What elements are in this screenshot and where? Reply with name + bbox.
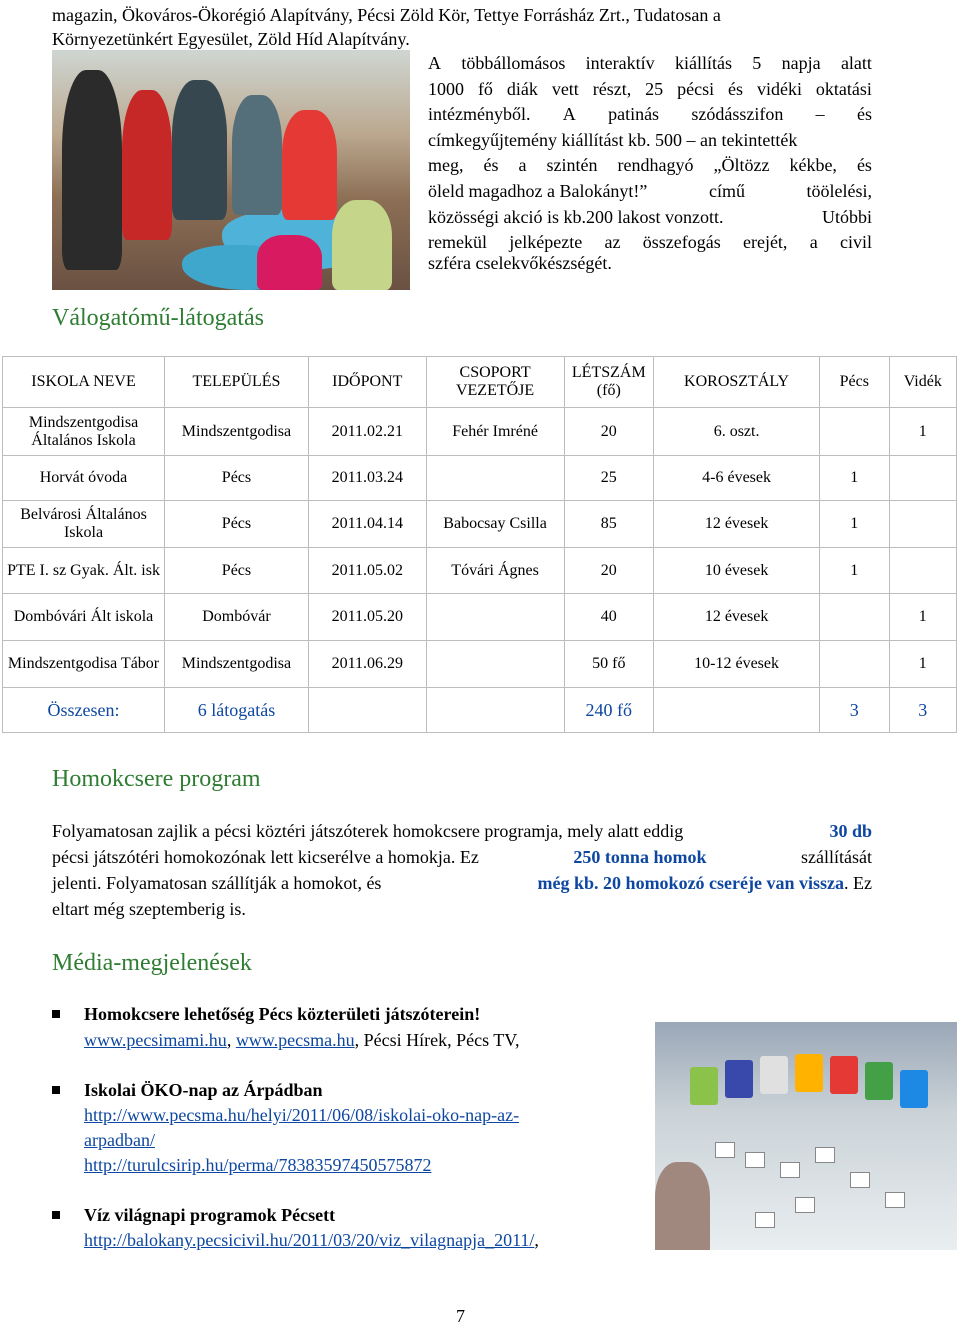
cell-school: Mindszentgodisa Általános Iskola bbox=[3, 408, 165, 456]
cell-date: 2011.05.02 bbox=[308, 548, 426, 594]
media-item-1-title: Homokcsere lehetőség Pécs közterületi játszóterein! bbox=[84, 1004, 481, 1024]
exhibit-line: 1000 fő diák vett részt, 25 pécsi és vidéki oktatási bbox=[428, 79, 872, 99]
exhibit-line: remekül jelképezte az összefogás erejét, a civil bbox=[428, 232, 872, 252]
cell-date: 2011.05.20 bbox=[308, 594, 426, 641]
cell-leader: Babocsay Csilla bbox=[426, 501, 564, 548]
cell-age: 12 évesek bbox=[654, 594, 820, 641]
col-pecs: Pécs bbox=[820, 357, 889, 408]
cell-pecs bbox=[820, 408, 889, 456]
table-row bbox=[3, 641, 957, 688]
sandbox-line-4: eltart még szeptemberig is. bbox=[52, 899, 246, 919]
visits-heading: Válogatómű-látogatás bbox=[52, 305, 264, 331]
table-header-row bbox=[3, 357, 957, 408]
cell-videk bbox=[889, 501, 956, 548]
cell-date: 2011.04.14 bbox=[308, 501, 426, 548]
pecsimami-link[interactable]: www.pecsimami.hu bbox=[84, 1030, 227, 1050]
media-item-3-title: Víz világnapi programok Pécsett bbox=[84, 1205, 336, 1225]
bullet-icon bbox=[52, 1010, 60, 1018]
exhibit-line: címkegyűjtemény kiállítást kb. 500 – an tekintették bbox=[428, 130, 798, 150]
col-videk: Vidék bbox=[889, 357, 956, 408]
table-row bbox=[3, 501, 957, 548]
cell-videk: 1 bbox=[889, 594, 956, 641]
table-row bbox=[3, 594, 957, 641]
cell-town: Pécs bbox=[165, 548, 309, 594]
sandbox-line-1: Folyamatosan zajlik a pécsi köztéri játszóterek homokcsere programja, mely alatt eddig 30 db bbox=[52, 821, 872, 841]
media-item-3-link: http://balokany.pecsicivil.hu/2011/03/20/viz_vilagnapja_2011/, bbox=[84, 1230, 539, 1250]
sandbox-line-3: jelenti. Folyamatosan szállítják a homokot, és még kb. 20 homokozó cseréje van vissza. Ez bbox=[52, 873, 872, 893]
turulcsirip-link[interactable]: http://turulcsirip.hu/perma/78383597450575872 bbox=[84, 1155, 432, 1175]
cell-videk bbox=[889, 456, 956, 501]
col-leader: CSOPORT VEZETŐJE bbox=[426, 357, 564, 408]
media-item-2-link-1-cont bbox=[84, 1129, 155, 1151]
col-date: IDŐPONT bbox=[308, 357, 426, 408]
col-town: TELEPÜLÉS bbox=[165, 357, 309, 408]
visits-table bbox=[2, 356, 957, 733]
cell-count: 20 bbox=[564, 548, 654, 594]
cell-school: PTE I. sz Gyak. Ált. isk bbox=[3, 548, 165, 594]
intro-line-1: magazin, Ökováros-Ökorégió Alapítvány, Pécsi Zöld Kör, Tettye Forrásház Zrt., Tudatosan a bbox=[52, 5, 721, 25]
cell-pecs: 1 bbox=[820, 501, 889, 548]
cell-school: Belvárosi Általános Iskola bbox=[3, 501, 165, 548]
table-row bbox=[3, 548, 957, 594]
exhibit-line: meg, és a szintén rendhagyó „Öltözz kékbe, és bbox=[428, 155, 872, 175]
media-item-2-title: Iskolai ÖKO-nap az Árpádban bbox=[84, 1080, 323, 1100]
exhibit-line: öleld magadhoz a Balokányt!” című töölelési, bbox=[428, 181, 872, 201]
cell-pecs bbox=[820, 641, 889, 688]
pecsma-oko-nap-link-cont[interactable]: arpadban/ bbox=[84, 1130, 155, 1150]
col-count: LÉTSZÁM (fő) bbox=[564, 357, 654, 408]
exhibit-line: intézményből. A patinás szódásszifon – és bbox=[428, 104, 872, 124]
cell-count: 40 bbox=[564, 594, 654, 641]
cell-age: 4-6 évesek bbox=[654, 456, 820, 501]
cell-date: 2011.03.24 bbox=[308, 456, 426, 501]
cell-count: 25 bbox=[564, 456, 654, 501]
cell-school: Mindszentgodisa Tábor bbox=[3, 641, 165, 688]
media-heading: Média-megjelenések bbox=[52, 950, 252, 976]
cell-age: 6. oszt. bbox=[654, 408, 820, 456]
media-item-1-links: www.pecsimami.hu, www.pecsma.hu, Pécsi Hírek, Pécs TV, bbox=[84, 1030, 520, 1050]
col-school: ISKOLA NEVE bbox=[3, 357, 165, 408]
cell-pecs bbox=[820, 594, 889, 641]
cell-age: 12 évesek bbox=[654, 501, 820, 548]
total-label: Összesen: bbox=[3, 688, 165, 733]
cell-videk bbox=[889, 548, 956, 594]
cell-town: Mindszentgodisa bbox=[165, 641, 309, 688]
cell-school: Dombóvári Ált iskola bbox=[3, 594, 165, 641]
cell-count: 20 bbox=[564, 408, 654, 456]
cell-date: 2011.02.21 bbox=[308, 408, 426, 456]
exhibit-line: A többállomásos interaktív kiállítás 5 napja alatt bbox=[428, 53, 872, 73]
total-visits: 6 látogatás bbox=[165, 688, 309, 733]
balokany-link[interactable]: http://balokany.pecsicivil.hu/2011/03/20/viz_vilagnapja_2011/ bbox=[84, 1230, 535, 1250]
intro-line-2: Környezetünkért Egyesület, Zöld Híd Alapítvány. bbox=[52, 29, 410, 49]
table-row bbox=[3, 456, 957, 501]
col-age: KOROSZTÁLY bbox=[654, 357, 820, 408]
cell-videk: 1 bbox=[889, 408, 956, 456]
cell-date: 2011.06.29 bbox=[308, 641, 426, 688]
cell-leader bbox=[426, 594, 564, 641]
total-videk: 3 bbox=[889, 688, 956, 733]
cell-age: 10 évesek bbox=[654, 548, 820, 594]
cell-count: 85 bbox=[564, 501, 654, 548]
cell-town: Dombóvár bbox=[165, 594, 309, 641]
sandbox-heading: Homokcsere program bbox=[52, 766, 261, 792]
cell-town: Pécs bbox=[165, 501, 309, 548]
sandbox-line-2: pécsi játszótéri homokozónak lett kicserélve a homokja. Ez 250 tonna homok szállítását bbox=[52, 847, 872, 867]
pecsma-link[interactable]: www.pecsma.hu bbox=[235, 1030, 355, 1050]
bullet-icon bbox=[52, 1211, 60, 1219]
pecsma-oko-nap-link[interactable]: http://www.pecsma.hu/helyi/2011/06/08/iskolai-oko-nap-az- bbox=[84, 1105, 520, 1125]
page-number: 7 bbox=[456, 1306, 465, 1326]
classroom-sorting-photo bbox=[655, 1022, 957, 1250]
cell-town: Mindszentgodisa bbox=[165, 408, 309, 456]
exhibit-last-line: szféra cselekvőkészségét. bbox=[428, 253, 612, 273]
cell-school: Horvát óvoda bbox=[3, 456, 165, 501]
cell-age: 10-12 évesek bbox=[654, 641, 820, 688]
media-item-2-link-1 bbox=[84, 1104, 519, 1126]
cell-leader bbox=[426, 641, 564, 688]
cell-videk: 1 bbox=[889, 641, 956, 688]
bullet-icon bbox=[52, 1086, 60, 1094]
media-item-2-link-2 bbox=[84, 1154, 431, 1176]
total-pecs: 3 bbox=[820, 688, 889, 733]
cell-leader bbox=[426, 456, 564, 501]
cell-count: 50 fő bbox=[564, 641, 654, 688]
cell-town: Pécs bbox=[165, 456, 309, 501]
total-row bbox=[3, 688, 957, 733]
cell-pecs: 1 bbox=[820, 456, 889, 501]
total-count: 240 fő bbox=[564, 688, 654, 733]
children-pool-photo bbox=[52, 50, 410, 290]
cell-leader: Tóvári Ágnes bbox=[426, 548, 564, 594]
cell-leader: Fehér Imréné bbox=[426, 408, 564, 456]
table-row bbox=[3, 408, 957, 456]
cell-pecs: 1 bbox=[820, 548, 889, 594]
exhibit-line: közösségi akció is kb.200 lakost vonzott. Utóbbi bbox=[428, 207, 872, 227]
